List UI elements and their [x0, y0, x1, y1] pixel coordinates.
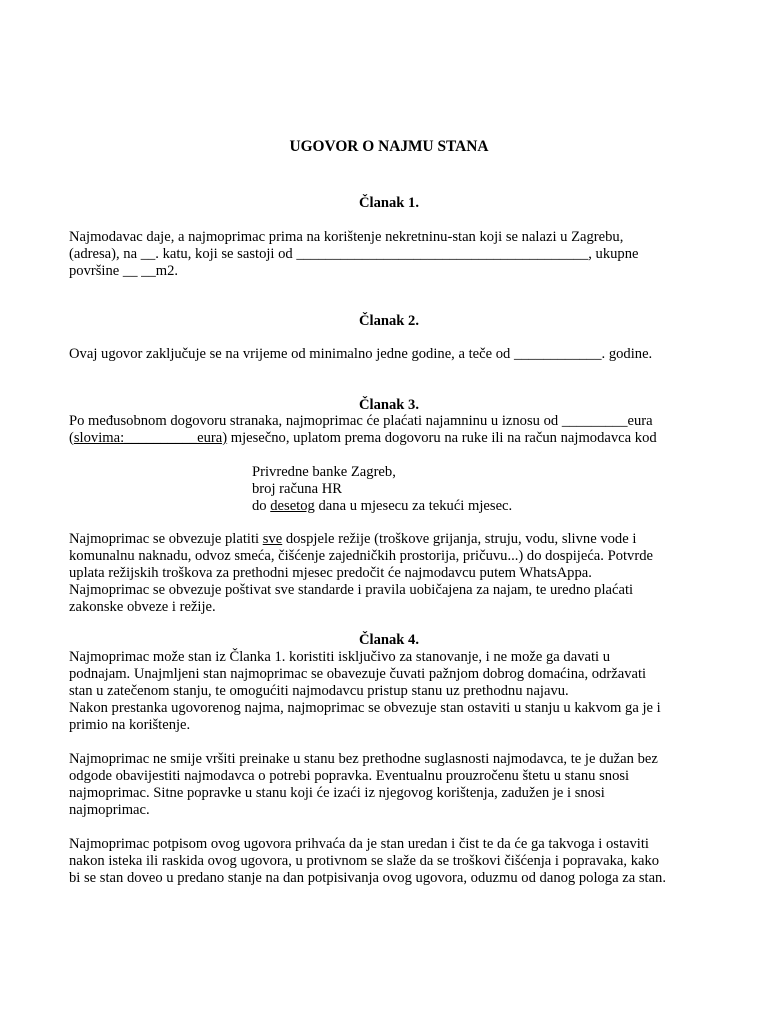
bank-name: Privredne banke Zagreb, [252, 464, 396, 480]
article-3-line: Najmoprimac se obvezuje poštivat sve standarde i pravila uobičajena za najam, te uredno plaćati [69, 582, 634, 598]
article-1-line: površine __ __m2. [69, 263, 179, 279]
article-3-line: komunalnu naknadu, odvoz smeća, čišćenje zajedničkih prostorija, pričuvu...) do dospijeća. Potvrde [69, 548, 653, 564]
due-day: desetog [270, 498, 315, 514]
article-4-line: bi se stan doveo u predano stanje na dan potpisivanja ovog ugovora, oduzmu od danog pologa za stan. [69, 870, 666, 886]
article-4-line: najmoprimac. Sitne popravke u stanu koji će izaći iz njegovog korištenja, zadužen je i snosi [69, 785, 605, 801]
article-3-line: Najmoprimac se obvezuje platiti sve dospjele režije (troškove grijanja, struju, vodu, slivne vode i [69, 531, 637, 547]
article-3-line: Po međusobnom dogovoru stranaka, najmoprimac će plaćati najamninu u iznosu od _________eura [69, 413, 653, 429]
article-3-line: (slovima:__________eura) mjesečno, uplatom prema dogovoru na ruke ili na račun najmodavca kod [69, 430, 657, 446]
article-3-heading: Članak 3. [358, 397, 419, 413]
amount-in-words: slovima:__________eura) [73, 430, 228, 446]
article-4-line: odgode obavijestiti najmodavca o potrebi popravka. Eventualnu prouzročenu štetu u stanu snosi [69, 768, 630, 784]
article-1-heading: Članak 1. [358, 195, 419, 211]
article-4-line: stan u zatečenom stanju, te omogućiti najmodavcu pristup stanu uz prethodnu najavu. [69, 683, 569, 699]
article-1-line: Najmodavac daje, a najmoprimac prima na korištenje nekretninu-stan koji se nalazi u Zagrebu, [69, 229, 624, 245]
article-4-heading: Članak 4. [358, 632, 419, 648]
article-4-line: nakon isteka ili raskida ovog ugovora, u protivnom se slaže da se troškovi čišćenja i popravaka, kako [69, 853, 660, 869]
article-1-line: (adresa), na __. katu, koji se sastoji od ________________________________________, ukupne [69, 246, 639, 262]
article-4-line: Najmoprimac ne smije vršiti preinake u stanu bez prethodne suglasnosti najmodavca, te je dužan bez [69, 751, 658, 767]
article-4-line: podnajam. Unajmljeni stan najmoprimac se obavezuje čuvati pažnjom dobrog domaćina, održavati [69, 666, 647, 682]
article-2-line: Ovaj ugovor zaključuje se na vrijeme od minimalno jedne godine, a teče od ____________. godine. [69, 346, 653, 362]
article-3-line: zakonske obveze i režije. [69, 599, 216, 615]
bank-account: broj računa HR [252, 481, 342, 497]
article-4-line: Nakon prestanka ugovorenog najma, najmoprimac se obvezuje stan ostaviti u stanju u kakvom ga je i [69, 700, 661, 716]
document-title: UGOVOR O NAJMU STANA [289, 138, 489, 155]
article-2-heading: Članak 2. [358, 313, 419, 329]
all-underlined: sve [262, 531, 283, 547]
article-4-line: primio na korištenje. [69, 717, 191, 733]
article-4-line: najmoprimac. [69, 802, 150, 818]
payment-due: do desetog dana u mjesecu za tekući mjesec. [252, 498, 513, 514]
article-4-line: Najmoprimac potpisom ovog ugovora prihvaća da je stan uredan i čist te da će ga takvoga i ostaviti [69, 836, 649, 852]
article-4-line: Najmoprimac može stan iz Članka 1. koristiti isključivo za stanovanje, i ne može ga davati u [69, 649, 611, 665]
article-3-line: uplata režijskih troškova za prethodni mjesec predočit će najmodavcu putem WhatsAppa. [69, 565, 592, 581]
